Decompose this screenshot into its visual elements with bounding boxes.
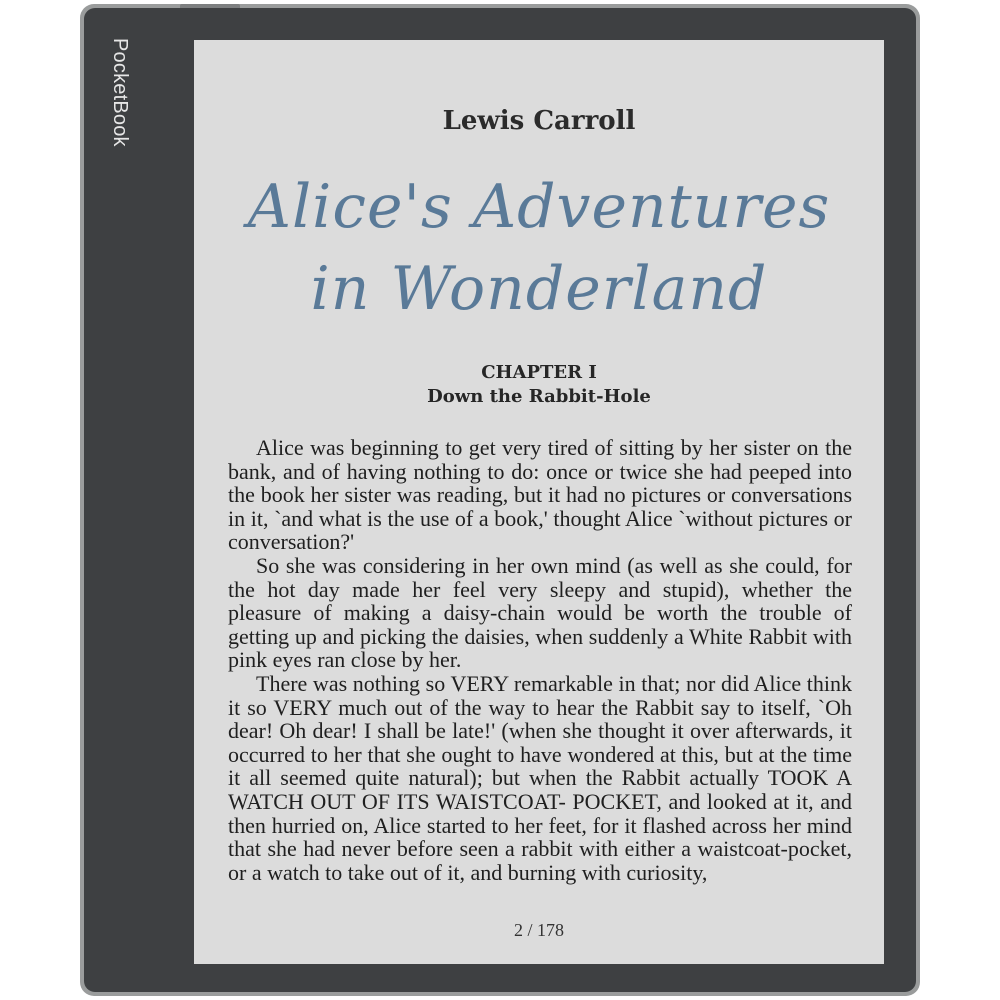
book-body-text — [228, 436, 852, 884]
book-title — [194, 166, 884, 330]
paragraph: There was nothing so VERY remarkable in that; nor did Alice think it so VERY much out of the way to hear the Rabbit say to itself, `Oh dear! Oh dear! I shall be late!' (when she thought it over afterwards, it occurred to her that she ought to have wondered at this, but at the time it all seemed quite natural); but when the Rabbit actually TOOK A WATCH OUT OF ITS WAISTCOAT- POCKET, and looked at it, and then hurried on, Alice started to her feet, for it flashed across her mind that she had never before seen a rabbit with either a waistcoat-pocket, or a watch to take out of it, and burning with curiosity, — [228, 670, 852, 885]
book-title-line-2: in Wonderland — [310, 254, 768, 324]
book-author: Lewis Carroll — [442, 106, 636, 136]
chapter-title: Down the Rabbit-Hole — [427, 386, 651, 407]
page-indicator: 2 / 178 — [513, 920, 564, 940]
brand-logo: PocketBook — [109, 38, 131, 147]
paragraph: Alice was beginning to get very tired of sitting by her sister on the bank, and of having nothing to do: once or twice she had peeped into the book her sister was reading, but it had no pictures or conversations in it, `and what is the use of a book,' thought Alice `without pictures or conversation?' — [228, 435, 852, 555]
chapter-number: CHAPTER I — [481, 362, 597, 383]
book-title-line-1: Alice's Adventures — [247, 172, 831, 242]
paragraph: So she was considering in her own mind (as well as she could, for the hot day made her feel very sleepy and stupid), whether the pleasure of making a daisy-chain would be worth the trouble of getting up and picking the daisies, when suddenly a White Rabbit with pink eyes ran close by her. — [228, 552, 852, 673]
